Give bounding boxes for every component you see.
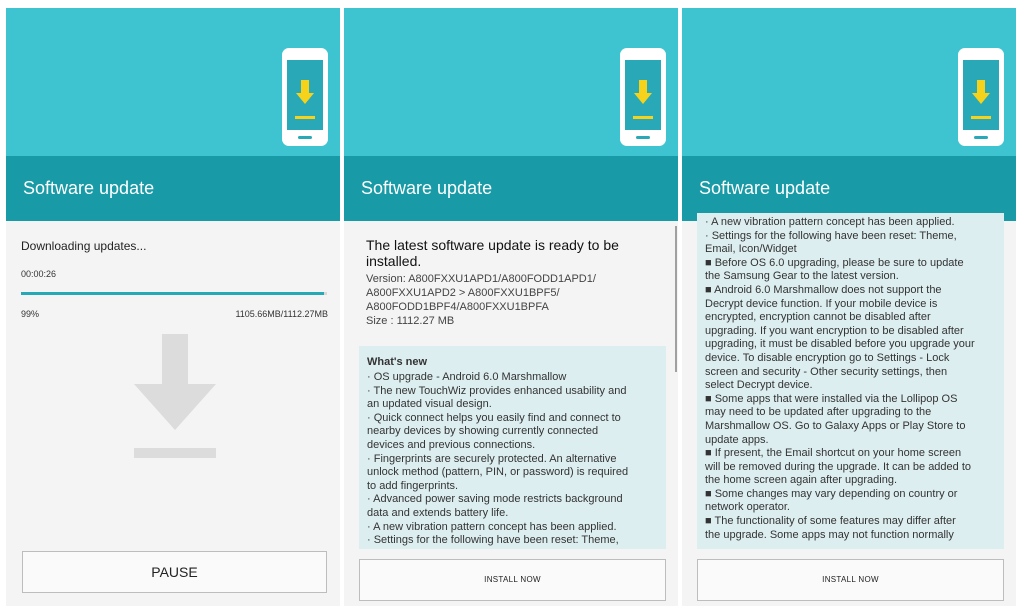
pause-button[interactable]: PAUSE	[22, 551, 327, 593]
note-line: screen and security - Other security settings, then	[705, 365, 948, 378]
note-line: · Settings for the following have been reset: Theme,	[367, 534, 619, 547]
version-line: A800FXXU1APD2 > A800FXXU1BPF5/	[366, 287, 560, 299]
note-line: nearby devices by showing currently connected	[367, 425, 599, 438]
note-line: update apps.	[705, 433, 769, 446]
note-line: an updated visual design.	[367, 398, 492, 411]
ready-heading	[366, 237, 656, 269]
note-line: · Quick connect helps you easily find and connect to	[367, 411, 621, 424]
note-line: device. To disable encryption go to Settings - Lock	[705, 351, 950, 364]
download-arrow-icon	[130, 334, 220, 462]
install-now-button[interactable]: INSTALL NOW	[697, 559, 1004, 601]
note-line: ■ If present, the Email shortcut on your home screen	[705, 447, 962, 460]
note-line: · Fingerprints are securely protected. An alternative	[367, 452, 617, 465]
download-progress-bar	[21, 292, 327, 295]
note-line: the upgrade. Some apps may not function normally	[705, 528, 954, 541]
progress-percent: 99%	[21, 309, 40, 319]
release-notes	[367, 371, 658, 548]
note-line: data and extends battery life.	[367, 506, 509, 519]
note-line: unlock method (pattern, PIN, or password) is required	[367, 466, 629, 479]
ready-heading-line: installed.	[366, 253, 422, 269]
elapsed-time: 00:00:26	[21, 269, 57, 279]
note-line: ■ The functionality of some features may differ after	[705, 515, 956, 528]
whats-new-title: What's new	[367, 356, 428, 368]
page-title: Software update	[699, 178, 831, 198]
note-line: upgrading. If you want encryption to be disabled after	[705, 324, 964, 337]
ready-heading-line: The latest software update is ready to be	[366, 237, 619, 253]
notes-screen	[682, 8, 1016, 606]
hero-banner	[682, 8, 1016, 156]
phone-download-icon	[620, 48, 666, 146]
note-line: encrypted, encryption cannot be disabled after	[705, 311, 931, 324]
title-bar	[682, 156, 1016, 221]
note-line: Email, Icon/Widget	[705, 243, 797, 256]
note-line: · Settings for the following have been reset: Theme,	[705, 229, 957, 242]
note-line: may need to be updated after upgrading to the	[705, 406, 932, 419]
hero-banner	[6, 8, 340, 156]
download-status: Downloading updates...	[21, 239, 147, 253]
hero-banner	[344, 8, 678, 156]
note-line: to add fingerprints.	[367, 479, 459, 492]
version-info	[366, 272, 666, 328]
scrollbar[interactable]	[675, 226, 677, 372]
note-line: ■ Android 6.0 Marshmallow does not support the	[705, 283, 942, 296]
note-line: Marshmallow OS. Go to Galaxy Apps or Play Store to	[705, 419, 966, 432]
page-title: Software update	[23, 178, 155, 198]
release-notes	[705, 216, 1001, 542]
update-size: Size : 1112.27 MB	[366, 315, 455, 327]
download-screen	[6, 8, 340, 606]
note-line: · A new vibration pattern concept has been applied.	[705, 216, 955, 228]
download-size: 1105.66MB/1112.27MB	[235, 309, 328, 319]
note-line: ■ Some apps that were installed via the Lollipop OS	[705, 392, 958, 405]
ready-screen	[344, 8, 678, 606]
phone-download-icon	[282, 48, 328, 146]
version-line: A800FODD1BPF4/A800FXXU1BPFA	[366, 301, 549, 313]
note-line: the Samsung Gear to the latest version.	[705, 270, 899, 283]
note-line: · OS upgrade - Android 6.0 Marshmallow	[367, 371, 567, 383]
version-line: Version: A800FXXU1APD1/A800FODD1APD1/	[366, 273, 596, 285]
note-line: will be removed during the upgrade. It can be added to	[705, 460, 972, 473]
progress-fill	[21, 292, 324, 295]
install-now-button[interactable]: INSTALL NOW	[359, 559, 666, 601]
note-line: network operator.	[705, 501, 790, 514]
note-line: · A new vibration pattern concept has been applied.	[367, 520, 617, 533]
note-line: · The new TouchWiz provides enhanced usability and	[367, 384, 627, 397]
note-line: devices and previous connections.	[367, 438, 536, 451]
note-line: select Decrypt device.	[705, 379, 813, 392]
title-bar	[6, 156, 340, 221]
note-line: Decrypt device function. If your mobile device is	[705, 297, 938, 310]
page-title: Software update	[361, 178, 493, 198]
phone-download-icon	[958, 48, 1004, 146]
note-line: · Advanced power saving mode restricts background	[367, 493, 623, 506]
note-line: upgrading, it must be disabled before you upgrade your	[705, 338, 975, 351]
whats-new-box[interactable]	[359, 346, 666, 549]
whats-new-box[interactable]	[697, 213, 1004, 549]
title-bar	[344, 156, 678, 221]
note-line: ■ Some changes may vary depending on country or	[705, 487, 958, 500]
note-line: the home screen again after upgrading.	[705, 474, 898, 487]
note-line: ■ Before OS 6.0 upgrading, please be sure to update	[705, 256, 964, 269]
